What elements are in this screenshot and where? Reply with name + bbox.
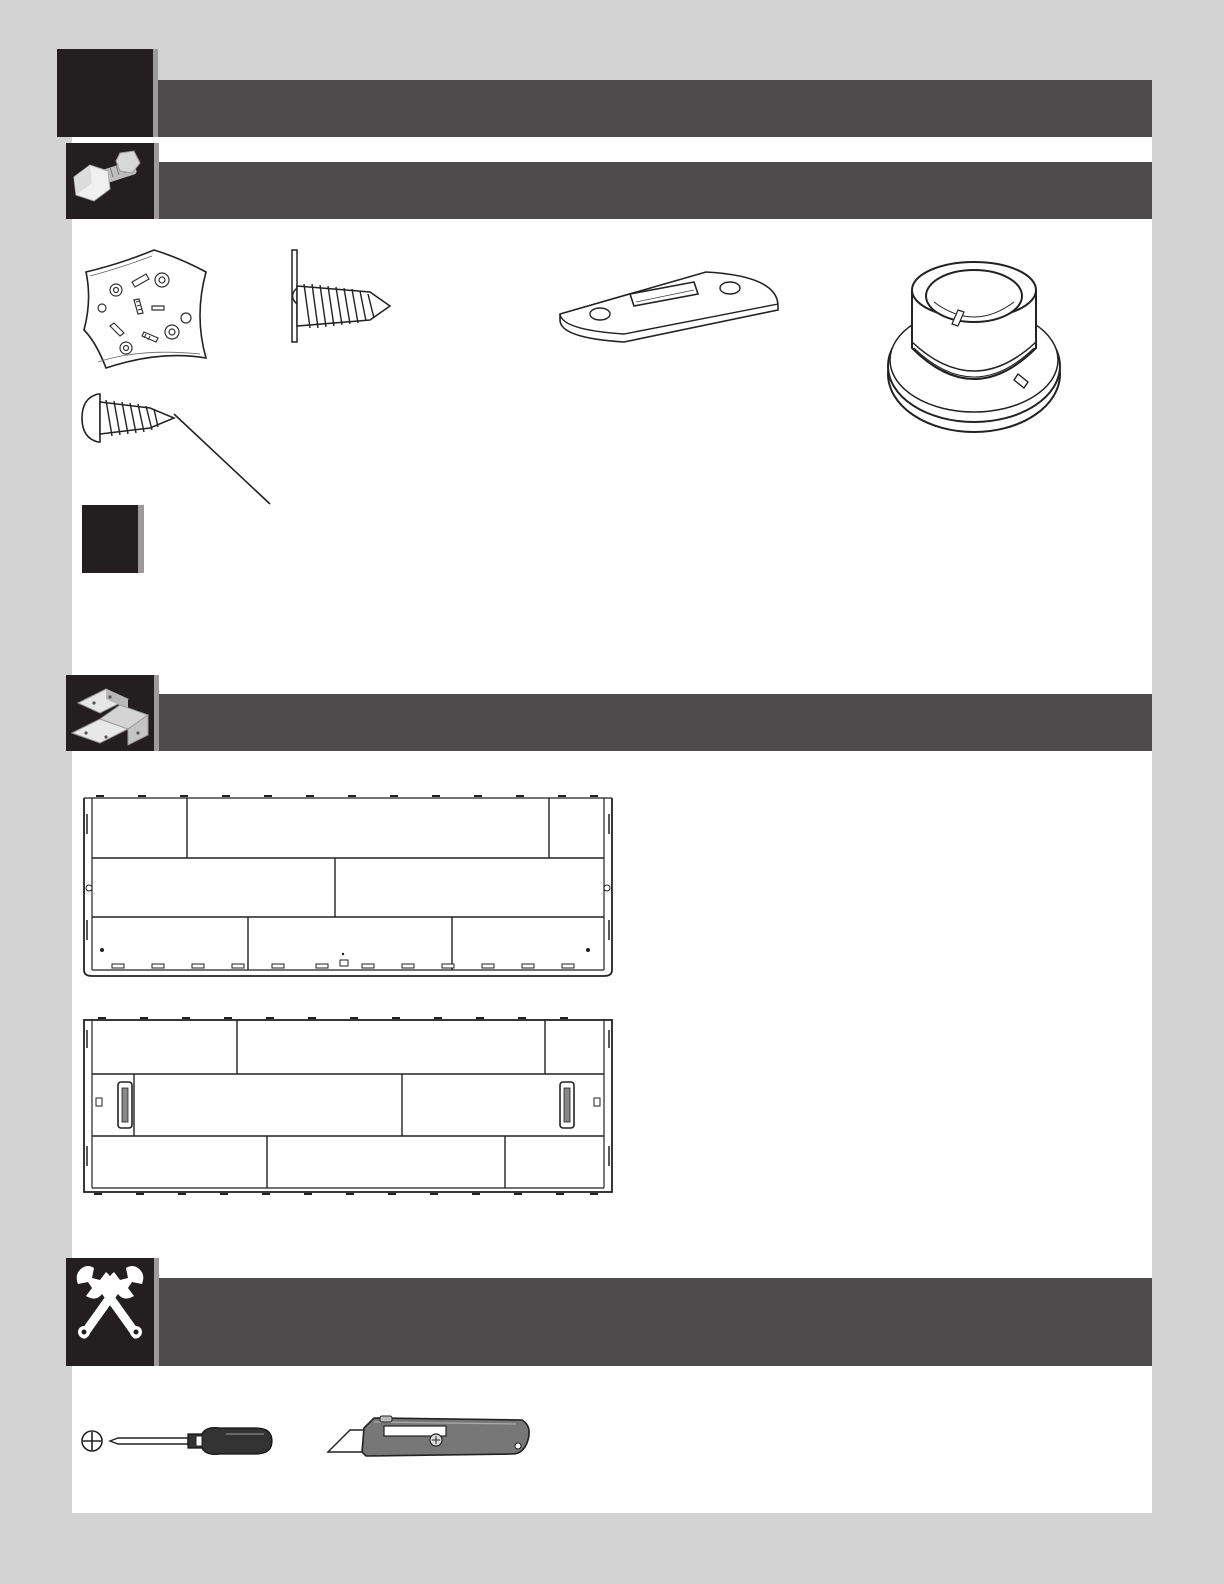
callout-badge-shadow (138, 505, 144, 573)
washer-head-screw-icon (286, 248, 396, 344)
corner-bracket-icon (66, 675, 154, 751)
tools-section-bar (159, 1278, 1152, 1366)
crossed-wrenches-icon (66, 1258, 154, 1366)
round-bushing-icon (886, 260, 1066, 438)
brick-panel-icon (82, 794, 614, 978)
hardware-section-bar (159, 162, 1152, 219)
pan-head-screw-icon (80, 388, 180, 448)
step-title-bar (158, 80, 1152, 137)
parts-section-icon-box (66, 675, 154, 751)
parts-section-bar (159, 694, 1152, 751)
utility-knife-icon (326, 1410, 534, 1466)
slotted-plate-icon (556, 268, 782, 348)
brick-panel-with-handles-icon (82, 1016, 614, 1198)
callout-badge (82, 505, 138, 573)
hardware-bag-icon (80, 246, 212, 370)
hardware-section-icon-box (66, 143, 154, 219)
phillips-screwdriver-icon (80, 1420, 276, 1462)
step-badge (57, 49, 153, 137)
tools-section-icon-box (66, 1258, 154, 1366)
callout-leader-line (170, 410, 280, 510)
hex-bolt-nut-icon (66, 143, 154, 219)
